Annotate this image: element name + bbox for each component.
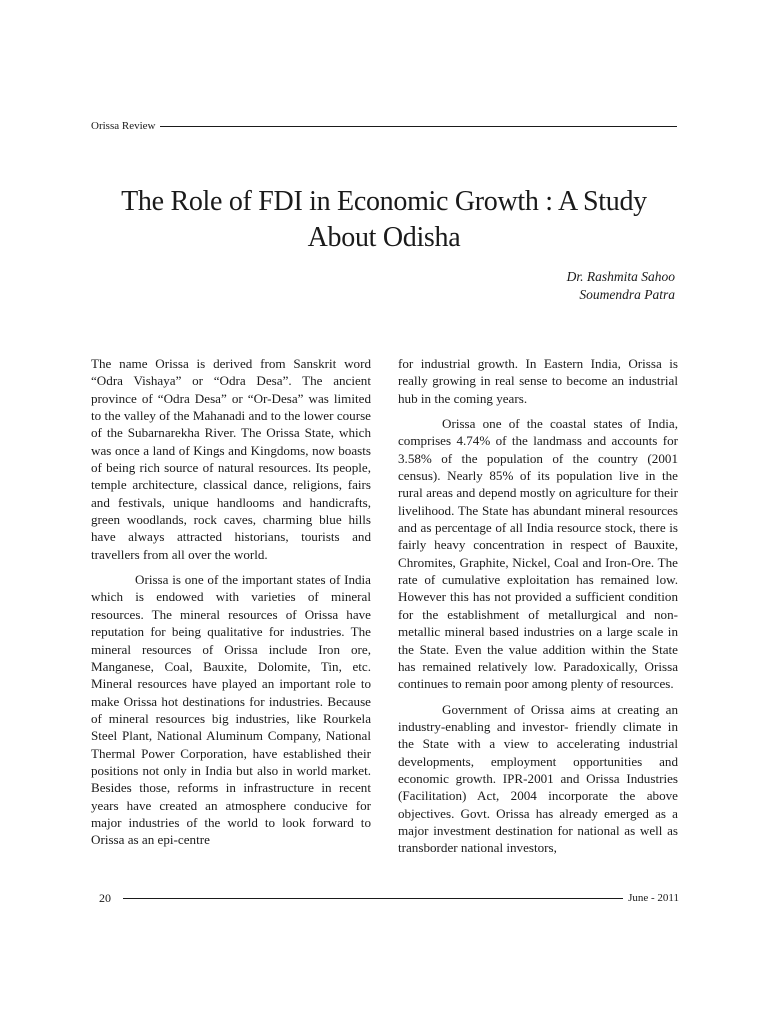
running-footer: [99, 890, 679, 906]
header-rule: [160, 126, 677, 127]
issue-date: June - 2011: [628, 892, 679, 904]
left-column: [91, 355, 371, 857]
author-name: Dr. Rashmita Sahoo: [566, 269, 675, 284]
article-title: [60, 184, 708, 256]
author-name: Soumendra Patra: [579, 287, 675, 302]
author-list: [567, 268, 675, 304]
page-number: 20: [99, 890, 111, 905]
article-title-line-1: The Role of FDI in Economic Growth : A Study: [121, 186, 647, 217]
paragraph: for industrial growth. In Eastern India, Orissa is really growing in real sense to become an industrial hub in the coming years.: [398, 356, 678, 406]
paragraph: Orissa is one of the important states of India which is endowed with varieties of mineral resources. The mineral resources of Orissa have reputation for being qualitative for industries. The mineral resources of Orissa include Iron ore, Manganese, Coal, Bauxite, Dolomite, Tin, etc. Mineral resources have played an important role to make Orissa hot destinations for industries. Because of mineral resources big industries, like Rourkela Steel Plant, National Aluminum Company, National Thermal Power Corporation, have established their positions not only in India but also in world market. Besides those, reforms in infrastructure in recent years have created an atmosphere conducive for major industries of the world to look forward to Orissa as an epi-centre: [91, 572, 371, 848]
paragraph: The name Orissa is derived from Sanskrit word “Odra Vishaya” or “Odra Desa”. The ancient province of “Odra Desa” or “Or-Desa” was limited to the valley of the Mahanadi and to the lower course of the Subarnarekha River. The Orissa State, which was once a land of Kings and Kingdoms, now boasts of being rich source of natural resources. Its people, temple architecture, classical dance, religions, fairs and festivals, unique handlooms and handicrafts, green woodlands, rock caves, charming blue hills have always attracted historians, tourists and travellers from all over the world.: [91, 356, 371, 562]
paragraph: Government of Orissa aims at creating an industry-enabling and investor- friendly climate in the State with a view to accelerating industrial developments, employment opportunities and economic growth. IPR-2001 and Orissa Industries (Facilitation) Act, 2004 incorporate the above objectives. Govt. Orissa has already emerged as a major investment destination for national as well as transborder national investors,: [398, 701, 678, 856]
journal-name: Orissa Review: [91, 120, 156, 132]
article-title-line-2: About Odisha: [307, 222, 461, 253]
right-column: [398, 355, 678, 865]
running-header: [91, 118, 677, 134]
paragraph: Orissa one of the coastal states of India, comprises 4.74% of the landmass and accounts for 3.58% of the population of the country (2001 census). Nearly 85% of its population live in the rural areas and depend mostly on agriculture for their livelihood. The State has abundant mineral resources and as percentage of all India resource stock, there is fairly heavy concentration in respect of Bauxite, Chromites, Graphite, Nickel, Coal and Iron-Ore. The rate of cumulative exploitation has remained low. However this has not provided a sufficient condition for the establishment of metallurgical and non-metallic mineral based industries on a large scale in the State. Even the value addition within the State has remained relatively low. Paradoxically, Orissa continues to remain poor among plenty of resources.: [398, 416, 678, 692]
footer-rule: [123, 898, 623, 899]
